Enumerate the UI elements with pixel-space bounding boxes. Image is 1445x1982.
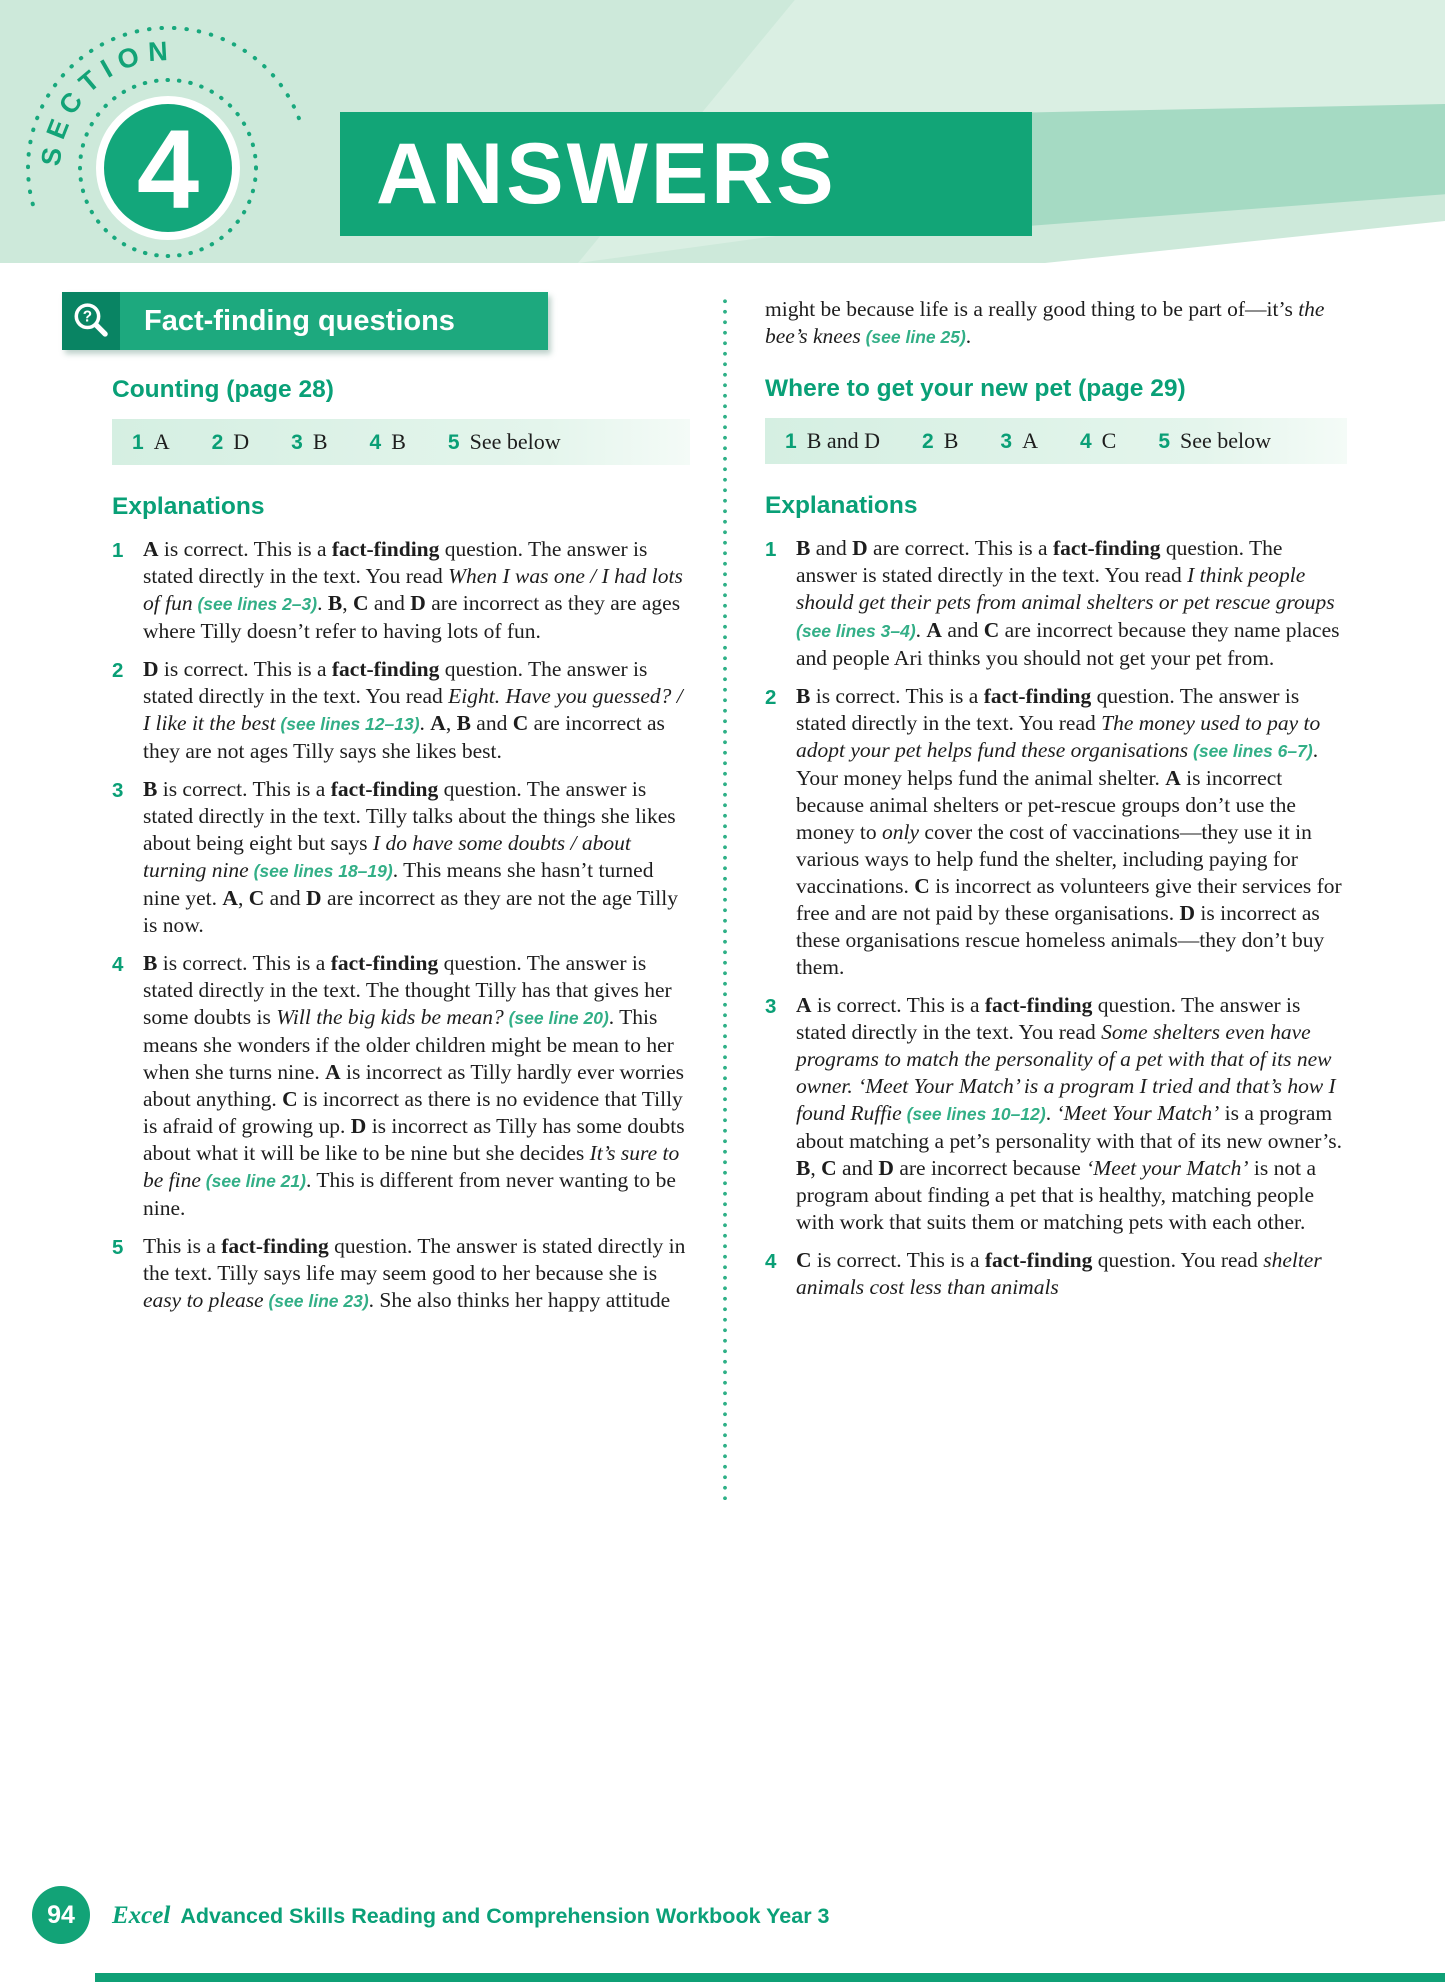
section-number: 4: [136, 107, 200, 232]
text-run: (see lines 3–4): [796, 621, 916, 641]
text-run: .: [915, 618, 927, 642]
explanations-list-left: [112, 536, 690, 1315]
text-run: D: [878, 1156, 894, 1180]
explanation-item: [112, 776, 690, 939]
text-run: D: [852, 536, 868, 560]
text-run: and: [368, 591, 411, 615]
answer-number: 1: [785, 430, 797, 453]
explanation-text: [796, 535, 1347, 672]
text-run: .: [317, 591, 328, 615]
text-run: A: [325, 1060, 341, 1084]
text-run: C: [983, 618, 1000, 642]
text-run: is correct. This is a: [811, 993, 985, 1017]
text-run: A: [430, 711, 446, 735]
answer-number: 3: [1000, 430, 1013, 453]
text-run: are incorrect because: [893, 1156, 1087, 1180]
page-number: 94: [47, 1900, 75, 1929]
text-run: (see lines 2–3): [192, 594, 318, 614]
section-badge: [18, 16, 318, 316]
explanation-number: 5: [112, 1236, 124, 1259]
text-run: A: [143, 537, 159, 561]
answer-item: [448, 429, 561, 455]
text-run: A: [222, 886, 238, 910]
explanation-number: 2: [765, 686, 777, 709]
text-run: fact-finding: [984, 993, 1093, 1017]
text-run: C: [796, 1248, 812, 1272]
text-run: question. The answer is stated directly in the text. You read: [143, 657, 648, 708]
text-run: ,: [810, 1156, 822, 1180]
answer-value: D: [233, 429, 250, 454]
text-run: is correct. This is a: [157, 951, 331, 975]
answer-value: B: [391, 429, 406, 454]
text-run: fact-finding: [221, 1234, 329, 1258]
text-run: is correct. This is a: [157, 777, 331, 801]
text-run: shelter animals cost less than animals: [796, 1248, 1322, 1299]
explanations-heading-left: Explanations: [112, 493, 265, 520]
explanation-number: 4: [765, 1250, 777, 1273]
text-run: (see lines 12–13): [275, 714, 420, 734]
answer-number: 2: [922, 430, 934, 453]
text-run: easy to please: [143, 1288, 264, 1312]
text-run: only: [882, 820, 920, 844]
text-run: . She also thinks her happy attitude: [368, 1288, 671, 1312]
text-run: B: [143, 951, 158, 975]
text-run: question. The answer is stated directly in the text. Tilly talks about the things she likes about being eight but says: [143, 777, 676, 855]
footer-title: Advanced Skills Reading and Comprehension Workbook Year 3: [180, 1904, 830, 1928]
topic-title: Fact-finding questions: [120, 292, 548, 350]
text-run: . This means she hasn’t turned nine yet.: [143, 858, 654, 910]
answer-value: B: [943, 428, 959, 453]
section-label: SECTION: [35, 35, 177, 168]
answer-value: B and D: [806, 428, 881, 453]
right-column: [765, 292, 1347, 1312]
magnifier-question-mark: ?: [82, 308, 93, 326]
text-run: B: [327, 591, 343, 615]
text-run: Eight. Have you guessed? / I like it the best: [143, 684, 683, 735]
answer-value: See below: [1180, 428, 1272, 453]
text-run: D: [1179, 901, 1196, 925]
text-run: D: [306, 886, 322, 910]
answer-item: [1000, 428, 1038, 454]
text-run: I think people should get their pets from animal shelters or pet rescue groups: [796, 563, 1335, 614]
answer-number: 3: [291, 431, 303, 454]
text-run: ,: [342, 591, 353, 615]
subheading-counting: Counting (page 28): [112, 376, 334, 403]
answer-value: A: [153, 429, 170, 454]
explanations-list-right: [765, 535, 1347, 1301]
text-run: (see lines 6–7): [1188, 741, 1313, 761]
answers-banner: [340, 112, 1032, 236]
explanation-text: [143, 776, 690, 939]
answer-value: See below: [469, 429, 561, 454]
explanation-number: 1: [112, 539, 124, 562]
text-run: (see line 25): [860, 327, 966, 347]
text-run: are incorrect as they are ages where Tilly doesn’t refer to having lots of fun.: [143, 591, 681, 643]
answer-strip-right: [765, 418, 1347, 464]
answer-item: [1158, 428, 1271, 454]
text-run: B: [796, 684, 811, 708]
banner-extension-shape: [1028, 104, 1445, 226]
text-run: C: [512, 711, 529, 735]
text-run: B: [143, 777, 158, 801]
explanation-item: [765, 1247, 1347, 1301]
answer-item: [922, 428, 958, 454]
explanation-text: [143, 656, 690, 765]
bottom-accent-bar: [95, 1973, 1445, 1982]
text-run: . Your money helps fund the animal shelter.: [796, 738, 1319, 790]
text-run: and: [941, 618, 984, 642]
text-run: The money used to pay to adopt your pet helps fund these organisations: [796, 711, 1321, 762]
text-run: A: [796, 993, 812, 1017]
text-run: fact-finding: [330, 951, 439, 975]
text-run: fact-finding: [983, 684, 1092, 708]
text-run: and: [470, 711, 513, 735]
text-run: is correct. This is a: [158, 537, 332, 561]
answer-item: [212, 429, 250, 455]
explanation-item: [765, 535, 1347, 672]
text-run: (see line 21): [200, 1171, 306, 1191]
page-number-badge: [32, 1886, 90, 1944]
text-run: question. The answer is stated directly in the text. You read: [796, 993, 1301, 1044]
answer-item: [291, 429, 327, 455]
text-run: .: [419, 711, 431, 735]
text-run: ‘Meet Your Match’: [1056, 1101, 1220, 1125]
answer-strip-left: [112, 419, 690, 465]
text-run: .: [1045, 1101, 1057, 1125]
banner-title: ANSWERS: [376, 125, 837, 222]
text-run: question. The answer is stated directly in the text. The thought Tilly has that gives her some doubts is: [143, 951, 672, 1029]
text-run: fact-finding: [331, 537, 440, 561]
text-run: is correct. This is a: [811, 1248, 985, 1272]
answer-number: 5: [1158, 430, 1171, 453]
text-run: (see line 23): [263, 1291, 369, 1311]
text-run: (see line 20): [503, 1008, 609, 1028]
text-run: fact-finding: [984, 1248, 1093, 1272]
explanation-text: [796, 683, 1347, 981]
text-run: fact-finding: [331, 657, 440, 681]
topic-banner: [62, 292, 548, 350]
text-run: question. The answer is stated directly in the text. Tilly says life may seem good to her because she is: [143, 1234, 686, 1285]
text-run: are incorrect as they are not ages Tilly says she likes best.: [143, 711, 665, 763]
text-run: A: [926, 618, 942, 642]
text-run: might be because life is a really good thing to be part of—it’s: [765, 297, 1299, 321]
answer-item: [785, 428, 880, 454]
explanation-number: 2: [112, 659, 124, 682]
text-run: C: [248, 886, 265, 910]
text-run: and: [264, 886, 307, 910]
text-run: is incorrect as Tilly has some doubts about what it will be like to be nine but she decides: [143, 1114, 685, 1165]
page-header: [0, 0, 1445, 263]
answer-number: 4: [1079, 430, 1092, 453]
text-run: Some shelters even have programs to match the personality of a pet with that of its new owner. ‘Meet Your Match’ is a program I tried and that’s how I found Ruffie: [796, 1020, 1336, 1125]
text-run: I do have some doubts / about turning nine: [143, 831, 631, 882]
explanation-item: [112, 656, 690, 765]
text-run: .: [965, 324, 972, 348]
text-run: D: [410, 591, 426, 615]
text-run: ‘Meet your Match’: [1086, 1156, 1249, 1180]
text-run: ,: [445, 711, 457, 735]
answer-number: 1: [132, 431, 144, 454]
text-run: is incorrect as these organisations rescue homeless animals—they don’t buy them.: [796, 901, 1325, 979]
text-run: . This means she wonders if the older children might be mean to her when she turns nine.: [143, 1005, 674, 1084]
answer-item: [132, 429, 170, 455]
magnifier-icon: [62, 292, 120, 350]
footer-brand: Excel: [112, 1902, 171, 1929]
text-run: ,: [237, 886, 249, 910]
answer-item: [1080, 428, 1116, 454]
subheading-new-pet: Where to get your new pet (page 29): [765, 375, 1186, 402]
text-run: question. You read: [1092, 1248, 1264, 1272]
header-diagonal-cut: [1045, 221, 1445, 263]
answer-value: A: [1022, 428, 1038, 453]
text-run: and: [836, 1156, 879, 1180]
explanation-number: 1: [765, 538, 777, 561]
answer-item: [370, 429, 406, 455]
text-run: is incorrect as Tilly hardly ever worries about anything.: [143, 1060, 684, 1111]
text-run: fact-finding: [1052, 536, 1161, 560]
column-divider: [723, 296, 727, 1500]
answer-value: C: [1101, 428, 1117, 453]
text-run: . This is different from never wanting to be nine.: [143, 1168, 676, 1220]
text-run: and: [810, 536, 853, 560]
explanation-number: 3: [112, 779, 124, 802]
text-run: the bee’s knees: [765, 297, 1325, 348]
explanation-text: [143, 1233, 690, 1315]
text-run: A: [1165, 766, 1181, 790]
text-run: When I was one / I had lots of fun: [143, 564, 683, 615]
text-run: C: [282, 1087, 298, 1111]
text-run: D: [350, 1114, 367, 1138]
magnifier-icon-graphic: [71, 301, 111, 341]
text-run: is correct. This is a: [158, 657, 332, 681]
text-run: question. The answer is stated directly in the text. You read: [796, 684, 1300, 735]
text-run: is not a program about finding a pet that is healthy, matching people with work that suits them or matching pets with each other.: [796, 1156, 1316, 1234]
text-run: question. The answer is stated directly in the text. You read: [143, 537, 648, 588]
answer-number: 5: [447, 431, 460, 454]
text-run: are incorrect as they are not the age Tilly is now.: [143, 886, 678, 937]
text-run: (see lines 18–19): [248, 861, 393, 881]
left-column: [82, 292, 690, 1326]
explanation-number: 3: [765, 995, 777, 1018]
text-run: are correct. This is a: [867, 536, 1053, 560]
footer-text: [112, 1902, 830, 1930]
text-run: is incorrect as there is no evidence that Tilly is afraid of growing up.: [143, 1087, 683, 1138]
continued-paragraph: [765, 296, 1347, 351]
explanation-item: [765, 992, 1347, 1236]
text-run: fact-finding: [330, 777, 439, 801]
text-run: is correct. This is a: [810, 684, 984, 708]
text-run: is incorrect because animal shelters or pet-rescue groups don’t use the money to: [796, 766, 1296, 844]
text-run: This is a: [143, 1234, 222, 1258]
explanations-heading-right: Explanations: [765, 492, 918, 519]
explanation-text: [796, 992, 1347, 1236]
text-run: (see lines 10–12): [901, 1104, 1046, 1124]
explanation-item: [112, 536, 690, 645]
answer-value: B: [312, 429, 328, 454]
text-run: C: [352, 591, 369, 615]
text-run: are incorrect because they name places and people Ari thinks you should not get your pet from.: [796, 618, 1340, 670]
answer-number: 2: [211, 431, 224, 454]
text-run: B: [796, 1156, 811, 1180]
text-run: C: [821, 1156, 837, 1180]
explanation-item: [112, 1233, 690, 1315]
text-run: C: [914, 874, 930, 898]
text-run: question. The answer is stated directly in the text. You read: [796, 536, 1283, 587]
text-run: D: [143, 657, 159, 681]
text-run: is a program about matching a pet’s personality with that of its new owner’s.: [796, 1101, 1342, 1153]
text-run: is incorrect as volunteers give their services for free and are not paid by these organisations.: [796, 874, 1342, 925]
explanation-text: [796, 1247, 1347, 1301]
text-run: cover the cost of vaccinations—they use it in various ways to help fund the shelter, including paying for vaccinations.: [796, 820, 1312, 898]
text-run: B: [796, 536, 811, 560]
answer-number: 4: [369, 431, 382, 454]
text-run: B: [456, 711, 471, 735]
text-run: It’s sure to be fine: [143, 1141, 680, 1192]
explanation-text: [143, 950, 690, 1222]
text-run: Will the big kids be mean?: [276, 1005, 504, 1029]
explanation-item: [765, 683, 1347, 981]
explanation-item: [112, 950, 690, 1222]
explanation-number: 4: [112, 953, 124, 976]
explanation-text: [143, 536, 690, 645]
